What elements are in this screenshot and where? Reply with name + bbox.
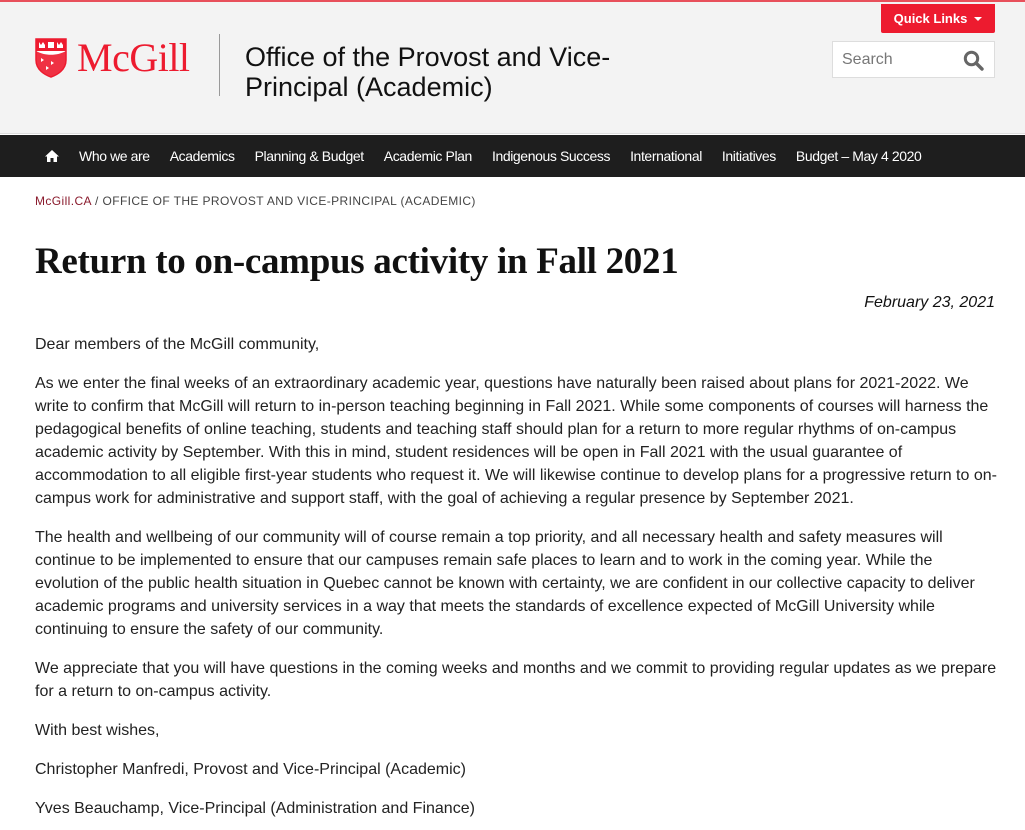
home-icon[interactable]	[44, 149, 60, 163]
salutation: Dear members of the McGill community,	[35, 336, 320, 353]
closing: With best wishes,	[35, 722, 160, 739]
nav-item-indigenous-success[interactable]: Indigenous Success	[491, 148, 611, 164]
nav-item-budget-may-2020[interactable]: Budget – May 4 2020	[795, 148, 922, 164]
breadcrumb-root-link[interactable]: McGill.CA	[35, 194, 92, 208]
nav-item-international[interactable]: International	[630, 148, 702, 164]
site-header	[0, 2, 1025, 134]
signature-provost: Christopher Manfredi, Provost and Vice-Principal (Academic)	[35, 761, 466, 778]
nav-item-who-we-are[interactable]: Who we are	[79, 148, 150, 164]
quick-links-label: Quick Links	[893, 11, 968, 26]
nav-item-planning-budget[interactable]: Planning & Budget	[254, 148, 364, 164]
signature-vp-finance: Yves Beauchamp, Vice-Principal (Administration and Finance)	[35, 800, 475, 817]
paragraph: As we enter the final weeks of an extraordinary academic year, questions have naturally been raised about plans for 2021-2022. We write to confirm that McGill will return to in-person teaching beginning in Fall 2021. While some components of courses will harness the pedagogical benefits of online teaching, students and teaching staff should plan for a return to more regular rhythms of on-campus academic activity by September. With this in mind, student residences will be open in Fall 2021 with the usual guarantee of accommodation to all eligible first-year students who request it. We will likewise continue to develop plans for a progressive return to on-campus work for administrative and support staff, with the goal of achieving a regular presence by September 2021.	[35, 375, 997, 507]
article-body	[35, 333, 1000, 830]
main-nav	[0, 135, 1025, 177]
breadcrumb-current[interactable]: OFFICE OF THE PROVOST AND VICE-PRINCIPAL (ACADEMIC)	[102, 194, 476, 208]
site-title-line-2: Principal (Academic)	[245, 72, 493, 102]
breadcrumb	[35, 194, 476, 208]
search-input[interactable]	[833, 51, 953, 69]
nav-item-academic-plan[interactable]: Academic Plan	[383, 148, 472, 164]
nav-item-initiatives[interactable]: Initiatives	[721, 148, 776, 164]
caret-down-icon	[974, 17, 982, 21]
header-divider	[219, 34, 220, 96]
paragraph: We appreciate that you will have questions in the coming weeks and months and we commit to providing regular updates as we prepare for a return to on-campus activity.	[35, 660, 997, 700]
nav-item-academics[interactable]: Academics	[169, 148, 235, 164]
mcgill-logo[interactable]	[35, 35, 190, 80]
search-box	[832, 41, 995, 78]
paragraph: The health and wellbeing of our community will of course remain a top priority, and all necessary health and safety measures will continue to be implemented to ensure that our campuses remain safe places to learn and to work in the coming year. While the evolution of the public health situation in Quebec cannot be known with certainty, we are confident in our collective capacity to deliver academic programs and university services in a way that meets the standards of excellence expected of McGill University while continuing to ensure the safety of our community.	[35, 529, 975, 638]
search-icon[interactable]	[963, 50, 984, 71]
quick-links-button[interactable]	[881, 4, 995, 33]
site-title-line-1: Office of the Provost and Vice-	[245, 42, 611, 72]
article-date: February 23, 2021	[864, 294, 995, 311]
mcgill-crest-icon	[35, 38, 67, 78]
page-title: Return to on-campus activity in Fall 2021	[35, 241, 679, 282]
breadcrumb-separator: /	[91, 194, 103, 208]
site-title[interactable]	[245, 42, 610, 102]
logo-wordmark: McGill	[77, 35, 190, 80]
